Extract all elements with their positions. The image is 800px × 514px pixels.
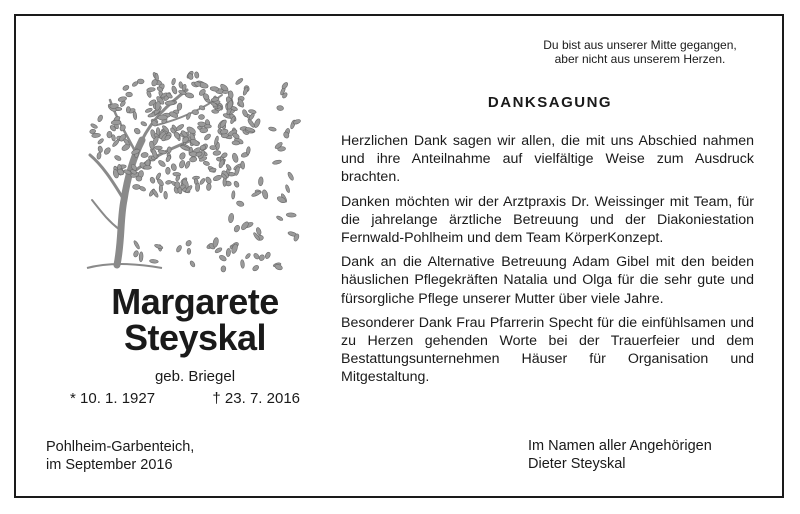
leaf — [231, 191, 235, 200]
leaf — [156, 127, 160, 135]
leaf — [171, 78, 176, 85]
leaf — [97, 146, 103, 153]
leaf — [164, 191, 168, 199]
leaf — [232, 141, 240, 146]
leaf — [143, 165, 151, 169]
leaf — [264, 251, 271, 259]
leaf — [212, 174, 222, 182]
leaf — [221, 266, 226, 273]
leaf — [293, 119, 302, 125]
leaf — [122, 84, 130, 91]
leaf — [136, 176, 143, 182]
birth-name: geb. Briegel — [154, 368, 236, 385]
leaf — [228, 213, 234, 223]
leaf — [90, 123, 98, 129]
leaf — [233, 180, 240, 188]
leaf — [111, 120, 121, 125]
place-line-1: Pohlheim-Garbenteich, — [46, 439, 195, 455]
paragraph-4: Besonderer Dank Frau Pfarrerin Specht für die einfühlsamen und zu Herzen gehenden Worte bei der Trauerfeier und dem Bestattungsunternehmen Häuser für Organisation und Mitgestaltung. — [341, 314, 754, 386]
leaf — [133, 184, 141, 189]
leaf — [178, 160, 185, 169]
leaf — [212, 237, 219, 248]
leaf — [154, 146, 162, 150]
leaf — [133, 111, 138, 120]
leaf — [133, 250, 139, 258]
windblown-tree-icon — [72, 40, 302, 280]
leaf — [126, 106, 130, 113]
motto — [520, 38, 760, 66]
leaf — [178, 152, 186, 161]
motto-line-1: Du bist aus unserer Mitte gegangen, — [543, 38, 737, 52]
leaf — [233, 224, 241, 233]
thanks-text — [341, 132, 754, 393]
leaf — [96, 152, 101, 159]
leaf — [155, 172, 162, 180]
leaf — [166, 167, 171, 174]
leaf — [200, 128, 208, 133]
leaf — [206, 183, 211, 191]
signature-line-1: Im Namen aller Angehörigen — [528, 438, 712, 454]
leaf — [240, 259, 245, 268]
leaf — [167, 147, 171, 153]
leaf — [199, 178, 206, 186]
birth-date: * 10. 1. 1927 — [70, 390, 156, 407]
leaf — [114, 154, 122, 161]
leaf — [258, 177, 263, 186]
leaf — [203, 161, 210, 167]
leaf — [107, 131, 113, 138]
signature — [528, 437, 712, 473]
leaf — [126, 92, 133, 97]
leaf — [240, 161, 244, 169]
leaf — [170, 163, 177, 171]
leaf — [146, 87, 155, 92]
leaf — [165, 101, 175, 106]
leaf — [189, 260, 196, 268]
motto-line-2: aber nicht aus unserem Herzen. — [554, 52, 726, 66]
leaf — [261, 189, 268, 199]
leaf — [214, 247, 222, 254]
leaf — [141, 152, 149, 158]
leaf — [158, 115, 168, 120]
leaf — [287, 171, 295, 181]
signature-line-2: Dieter Steyskal — [528, 456, 626, 472]
leaf — [133, 127, 141, 135]
paragraph-3: Dank an die Alternative Betreuung Adam Gibel mit den beiden häuslichen Pflegekräften Natalia und Olga für die sehr gute und fürsorgliche Pflege unserer Mutter über viele Jahre. — [341, 254, 754, 307]
leaf — [157, 159, 166, 167]
leaf — [210, 145, 217, 149]
leaf — [276, 215, 284, 221]
heading: DANKSAGUNG — [487, 94, 613, 111]
leaf — [286, 213, 296, 218]
paragraph-2: Danken möchten wir der Arztpraxis Dr. Weissinger mit Team, für die jahrelange ärztliche Betreuung und der Diakoniestation Fernwald-Pohlheim und dem Team KörperKonzept. — [341, 193, 754, 247]
leaf — [231, 153, 239, 164]
leaf — [218, 254, 227, 262]
leaf — [175, 245, 182, 253]
leaf — [213, 150, 221, 156]
leaf — [149, 176, 155, 183]
leaf — [185, 239, 192, 247]
deceased-name — [40, 281, 350, 358]
leaf — [276, 105, 283, 111]
leaf — [103, 147, 112, 156]
leaf — [222, 90, 229, 94]
leaf — [242, 109, 249, 118]
leaf — [165, 155, 171, 163]
leaf — [97, 114, 104, 122]
leaf — [139, 252, 143, 262]
paragraph-1: Herzlichen Dank sagen wir allen, die mit uns Abschied nahmen und ihre Anteilnahme auf vielfältige Weise zum Ausdruck brachten. — [341, 133, 754, 186]
leaf — [198, 115, 204, 120]
leaf — [203, 133, 211, 141]
leaf — [149, 259, 158, 264]
leaf — [210, 86, 219, 92]
leaf — [140, 121, 147, 127]
last-name: Steyskal — [123, 317, 267, 358]
leaf — [274, 263, 283, 271]
leaf — [186, 112, 192, 120]
place-and-date — [46, 438, 194, 474]
leaf — [235, 77, 244, 85]
leaf — [245, 253, 251, 260]
leaf — [195, 183, 200, 192]
place-line-2: im September 2016 — [46, 457, 173, 473]
leaf — [133, 240, 141, 250]
first-name: Margarete — [111, 281, 279, 322]
leaf — [226, 248, 231, 257]
leaf — [268, 126, 276, 131]
leaf — [177, 103, 183, 111]
leaf — [223, 178, 226, 186]
leaf — [189, 156, 197, 162]
leaf — [246, 146, 251, 154]
leaf — [165, 180, 172, 185]
leaf — [248, 109, 256, 114]
leaf — [171, 85, 178, 94]
leaf — [252, 264, 260, 272]
leaf — [137, 79, 144, 84]
leaf — [187, 248, 191, 254]
leaf — [97, 138, 104, 145]
leaf — [236, 200, 245, 207]
leaf — [194, 71, 199, 78]
death-date: † 23. 7. 2016 — [212, 390, 300, 407]
leaf — [184, 161, 191, 169]
leaf — [285, 184, 291, 193]
leaf — [272, 159, 282, 165]
